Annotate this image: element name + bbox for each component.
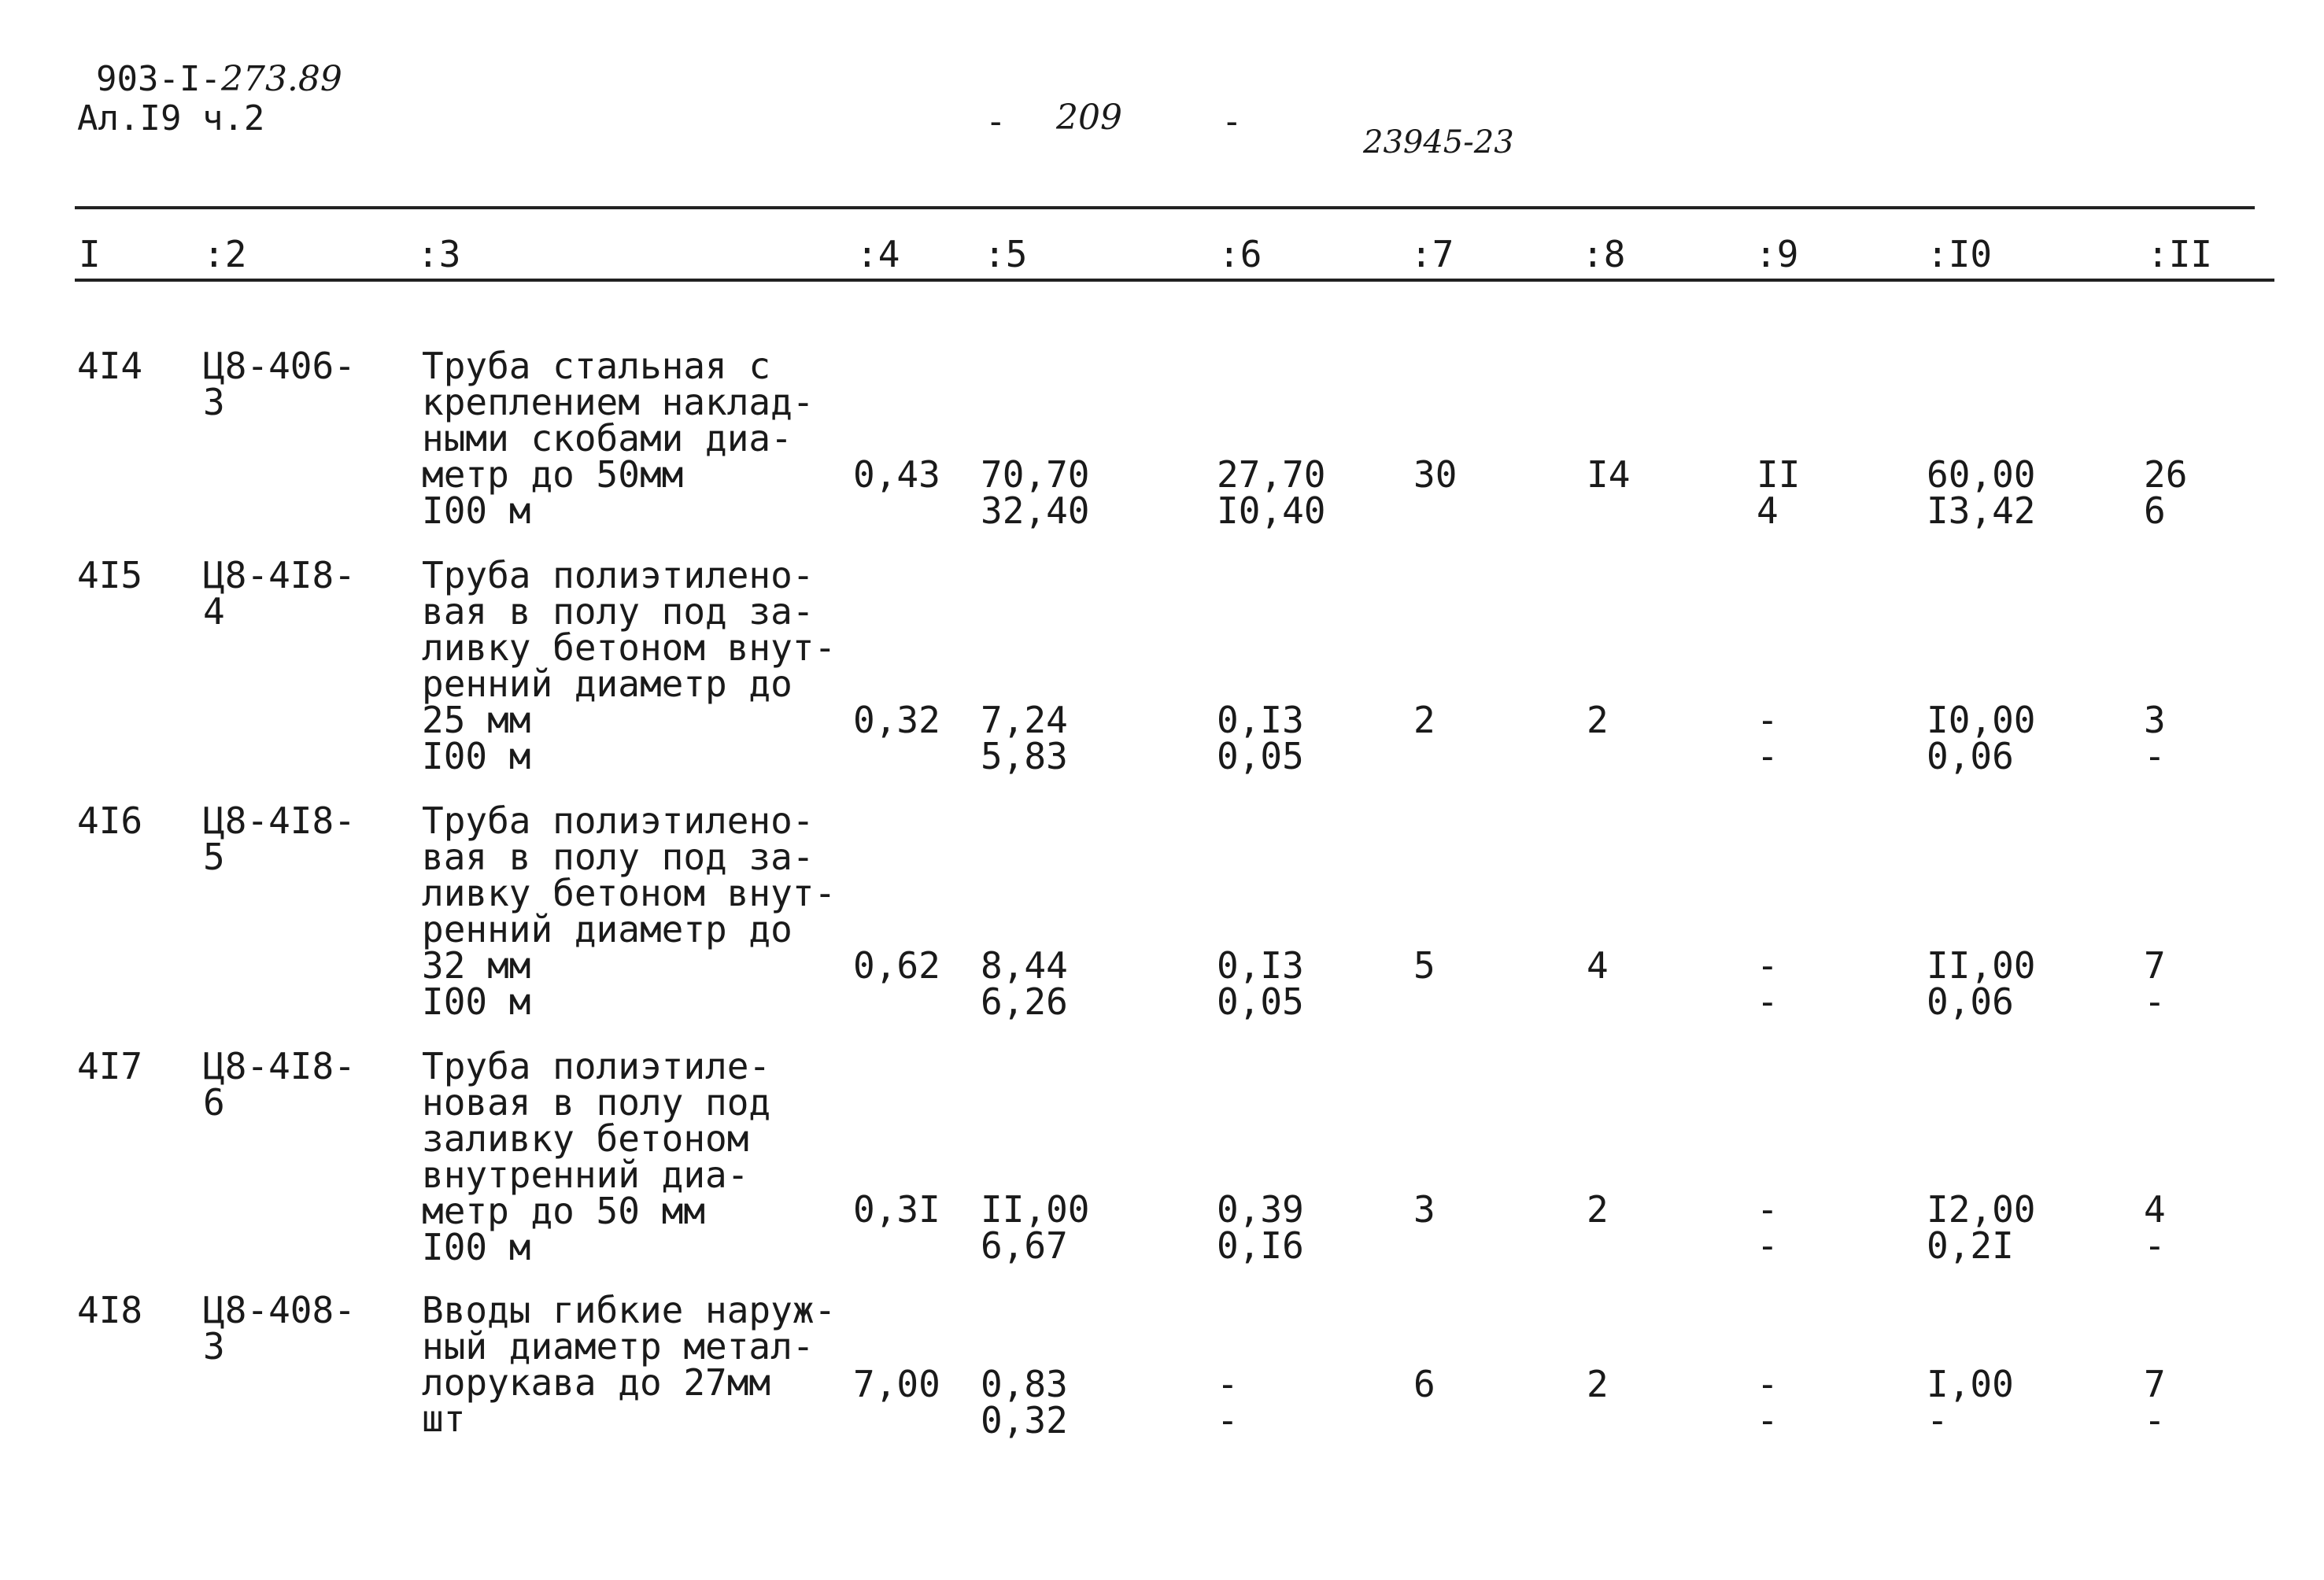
value-col4: 0,32 xyxy=(853,699,940,741)
value-col6: 27,70 I0,40 xyxy=(1217,453,1326,532)
value-col6: 0,I3 0,05 xyxy=(1217,944,1304,1023)
value-col5: 70,70 32,40 xyxy=(981,453,1090,532)
value-col10: I,00 - xyxy=(1927,1363,2014,1442)
work-description: Труба полиэтиле- новая в полу под заливку бетоном внутренний диа- метр до 50 мм I00 м xyxy=(422,1045,771,1268)
album-label: Ал.I9 ч.2 xyxy=(77,98,265,138)
col-header-3: :3 xyxy=(417,233,461,275)
top-rule xyxy=(75,206,2255,209)
doc-code-handwritten: 273.89 xyxy=(220,59,342,99)
work-description: Труба полиэтилено- вая в полу под за- ливку бетоном внут- ренний диаметр до 32 мм I00 м xyxy=(422,799,837,1023)
rate-code: Ц8-406- 3 xyxy=(203,345,356,423)
row-number: 4I6 xyxy=(77,799,143,842)
value-col6: - - xyxy=(1217,1363,1239,1442)
value-col7: 2 xyxy=(1413,699,1435,741)
col-header-5: :5 xyxy=(984,233,1028,275)
value-col10: I2,00 0,2I xyxy=(1927,1188,2036,1267)
col-header-11: :II xyxy=(2147,233,2213,275)
work-description: Вводы гибкие наруж- ный диаметр метал- лорукава до 27мм шт xyxy=(422,1289,837,1440)
inventory-number: 23945-23 xyxy=(1363,124,1514,161)
value-col4: 0,3I xyxy=(853,1188,940,1231)
page-dash-right: - xyxy=(1221,102,1243,142)
value-col8: 4 xyxy=(1587,944,1609,987)
value-col10: II,00 0,06 xyxy=(1927,944,2036,1023)
col-header-6: :6 xyxy=(1218,233,1262,275)
doc-code-prefix: 903-I- xyxy=(96,59,221,99)
value-col11: 26 6 xyxy=(2144,453,2188,532)
value-col9: - - xyxy=(1757,1188,1779,1267)
value-col7: 3 xyxy=(1413,1188,1435,1231)
value-col5: 8,44 6,26 xyxy=(981,944,1068,1023)
value-col9: II 4 xyxy=(1757,453,1801,532)
row-number: 4I7 xyxy=(77,1045,143,1087)
rate-code: Ц8-4I8- 4 xyxy=(203,554,356,633)
value-col7: 6 xyxy=(1413,1363,1435,1405)
value-col9: - - xyxy=(1757,1363,1779,1442)
value-col11: 4 - xyxy=(2144,1188,2166,1267)
value-col5: II,00 6,67 xyxy=(981,1188,1090,1267)
value-col4: 0,43 xyxy=(853,453,940,496)
value-col11: 7 - xyxy=(2144,1363,2166,1442)
value-col10: I0,00 0,06 xyxy=(1927,699,2036,777)
rate-code: Ц8-408- 3 xyxy=(203,1289,356,1368)
value-col11: 3 - xyxy=(2144,699,2166,777)
col-header-4: :4 xyxy=(856,233,900,275)
col-header-8: :8 xyxy=(1582,233,1626,275)
value-col6: 0,39 0,I6 xyxy=(1217,1188,1304,1267)
row-number: 4I5 xyxy=(77,554,143,596)
page-number: 209 xyxy=(1056,98,1122,138)
work-description: Труба полиэтилено- вая в полу под за- ливку бетоном внут- ренний диаметр до 25 мм I00 м xyxy=(422,554,837,777)
rate-code: Ц8-4I8- 5 xyxy=(203,799,356,878)
value-col8: 2 xyxy=(1587,1363,1609,1405)
value-col8: I4 xyxy=(1587,453,1631,496)
value-col7: 5 xyxy=(1413,944,1435,987)
col-header-7: :7 xyxy=(1410,233,1454,275)
value-col8: 2 xyxy=(1587,699,1609,741)
col-header-10: :I0 xyxy=(1927,233,1993,275)
rate-code: Ц8-4I8- 6 xyxy=(203,1045,356,1124)
col-header-1: I xyxy=(79,233,101,275)
col-header-9: :9 xyxy=(1755,233,1799,275)
value-col11: 7 - xyxy=(2144,944,2166,1023)
value-col4: 7,00 xyxy=(853,1363,940,1405)
value-col8: 2 xyxy=(1587,1188,1609,1231)
value-col5: 7,24 5,83 xyxy=(981,699,1068,777)
value-col7: 30 xyxy=(1413,453,1458,496)
row-number: 4I8 xyxy=(77,1289,143,1331)
header-rule xyxy=(75,279,2274,282)
work-description: Труба стальная с креплением наклад- ными скобами диа- метр до 50мм I00 м xyxy=(422,345,815,532)
row-number: 4I4 xyxy=(77,345,143,387)
value-col9: - - xyxy=(1757,944,1779,1023)
col-header-2: :2 xyxy=(203,233,247,275)
value-col6: 0,I3 0,05 xyxy=(1217,699,1304,777)
value-col4: 0,62 xyxy=(853,944,940,987)
page-dash-left: - xyxy=(985,102,1007,142)
value-col10: 60,00 I3,42 xyxy=(1927,453,2036,532)
value-col5: 0,83 0,32 xyxy=(981,1363,1068,1442)
value-col9: - - xyxy=(1757,699,1779,777)
doc-code xyxy=(96,61,342,98)
